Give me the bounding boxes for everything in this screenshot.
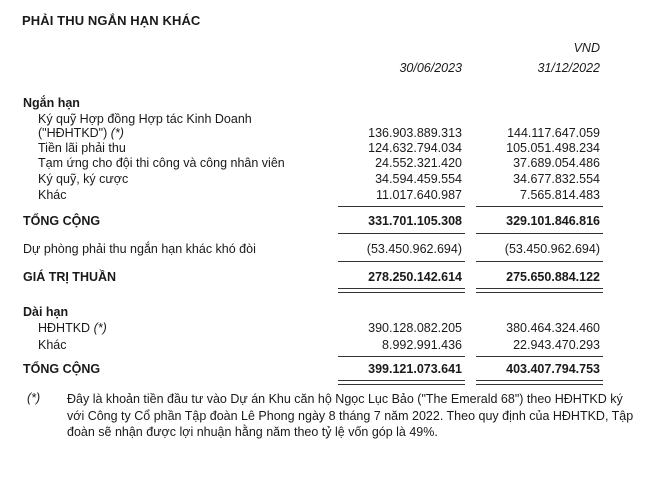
net-value-2023: 278.250.142.614: [368, 270, 462, 284]
row-label-deposits: Ký quỹ, ký cược: [38, 172, 129, 186]
value-bcc-long-2023: 390.128.082.205: [368, 321, 462, 335]
column-header-2022: 31/12/2022: [537, 61, 600, 75]
value-advances-2023: 24.552.321.420: [375, 156, 462, 170]
net-value-2022: 275.650.884.122: [506, 270, 600, 284]
subtotal-rule-2023: [338, 206, 465, 207]
short-term-total-label: TỔNG CỘNG: [23, 214, 101, 228]
long-term-total-2022: 403.407.794.753: [506, 362, 600, 376]
value-bcc-long-2022: 380.464.324.460: [506, 321, 600, 335]
long-term-total-label: TỔNG CỘNG: [23, 362, 101, 376]
value-deposits-2022: 34.677.832.554: [513, 172, 600, 186]
total-rule-2023: [338, 233, 465, 234]
value-provision-2022: (53.450.962.694): [504, 242, 600, 256]
value-deposits-2023: 34.594.459.554: [375, 172, 462, 186]
long-subtotal-rule-2022: [476, 356, 603, 357]
column-header-2023: 30/06/2023: [399, 61, 462, 75]
currency-label: VND: [573, 41, 600, 55]
value-provision-2023: (53.450.962.694): [366, 242, 462, 256]
section-title: PHẢI THU NGẮN HẠN KHÁC: [22, 13, 201, 28]
row-label-deposit-bcc-line1: Ký quỹ Hợp đồng Hợp tác Kinh Doanh: [38, 112, 252, 126]
short-term-total-2023: 331.701.105.308: [368, 214, 462, 228]
value-interest-2022: 105.051.498.234: [506, 141, 600, 155]
value-advances-2022: 37.689.054.486: [513, 156, 600, 170]
row-label-provision: Dự phòng phải thu ngắn hạn khác khó đòi: [23, 242, 256, 256]
net-double-rule-2023: [338, 288, 465, 293]
net-value-label: GIÁ TRỊ THUẦN: [23, 270, 117, 284]
value-other-long-2023: 8.992.991.436: [382, 338, 462, 352]
net-double-rule-2022: [476, 288, 603, 293]
footnote-marker: (*): [27, 391, 41, 405]
value-deposit-bcc-2022: 144.117.647.059: [507, 126, 600, 140]
provision-rule-2023: [338, 261, 465, 262]
row-label-other: Khác: [38, 188, 67, 202]
long-term-heading: Dài hạn: [23, 305, 69, 319]
total-rule-2022: [476, 233, 603, 234]
short-term-total-2022: 329.101.846.816: [506, 214, 600, 228]
row-label-deposit-bcc-line2: [38, 126, 124, 140]
footnote-ref: (*): [110, 126, 124, 140]
provision-rule-2022: [476, 261, 603, 262]
row-label-bcc-long-main: HĐHTKD: [38, 321, 94, 335]
long-subtotal-rule-2023: [338, 356, 465, 357]
row-label-deposit-bcc-main: ("HĐHTKD"): [38, 126, 111, 140]
subtotal-rule-2022: [476, 206, 603, 207]
long-term-total-2023: 399.121.073.641: [368, 362, 462, 376]
short-term-heading: Ngắn hạn: [23, 96, 80, 110]
footnote-text: Đây là khoản tiền đầu tư vào Dự án Khu căn hộ Ngọc Lục Bảo ("The Emerald 68") theo HĐHTKD ký với Công ty Cổ phần Tập đoàn Lê Phong ngày 8 tháng 7 năm 2022. Theo quy định của HĐHTKD, Tập đoàn sẽ nhận được lợi nhuận hằng năm theo tỷ lệ vốn góp là 49%.: [67, 392, 634, 439]
value-deposit-bcc-2023: 136.903.889.313: [368, 126, 462, 140]
footnote-ref: (*): [93, 321, 107, 335]
value-interest-2023: 124.632.794.034: [368, 141, 462, 155]
value-other-long-2022: 22.943.470.293: [513, 338, 600, 352]
long-double-rule-2023: [338, 380, 465, 385]
row-label-other-long: Khác: [38, 338, 67, 352]
row-label-interest: Tiền lãi phải thu: [38, 141, 126, 155]
value-other-2023: 11.017.640.987: [376, 188, 462, 202]
value-other-2022: 7.565.814.483: [520, 188, 600, 202]
row-label-advances: Tạm ứng cho đội thi công và công nhân viên: [38, 156, 285, 170]
row-label-bcc-long: [38, 321, 107, 335]
long-double-rule-2022: [476, 380, 603, 385]
